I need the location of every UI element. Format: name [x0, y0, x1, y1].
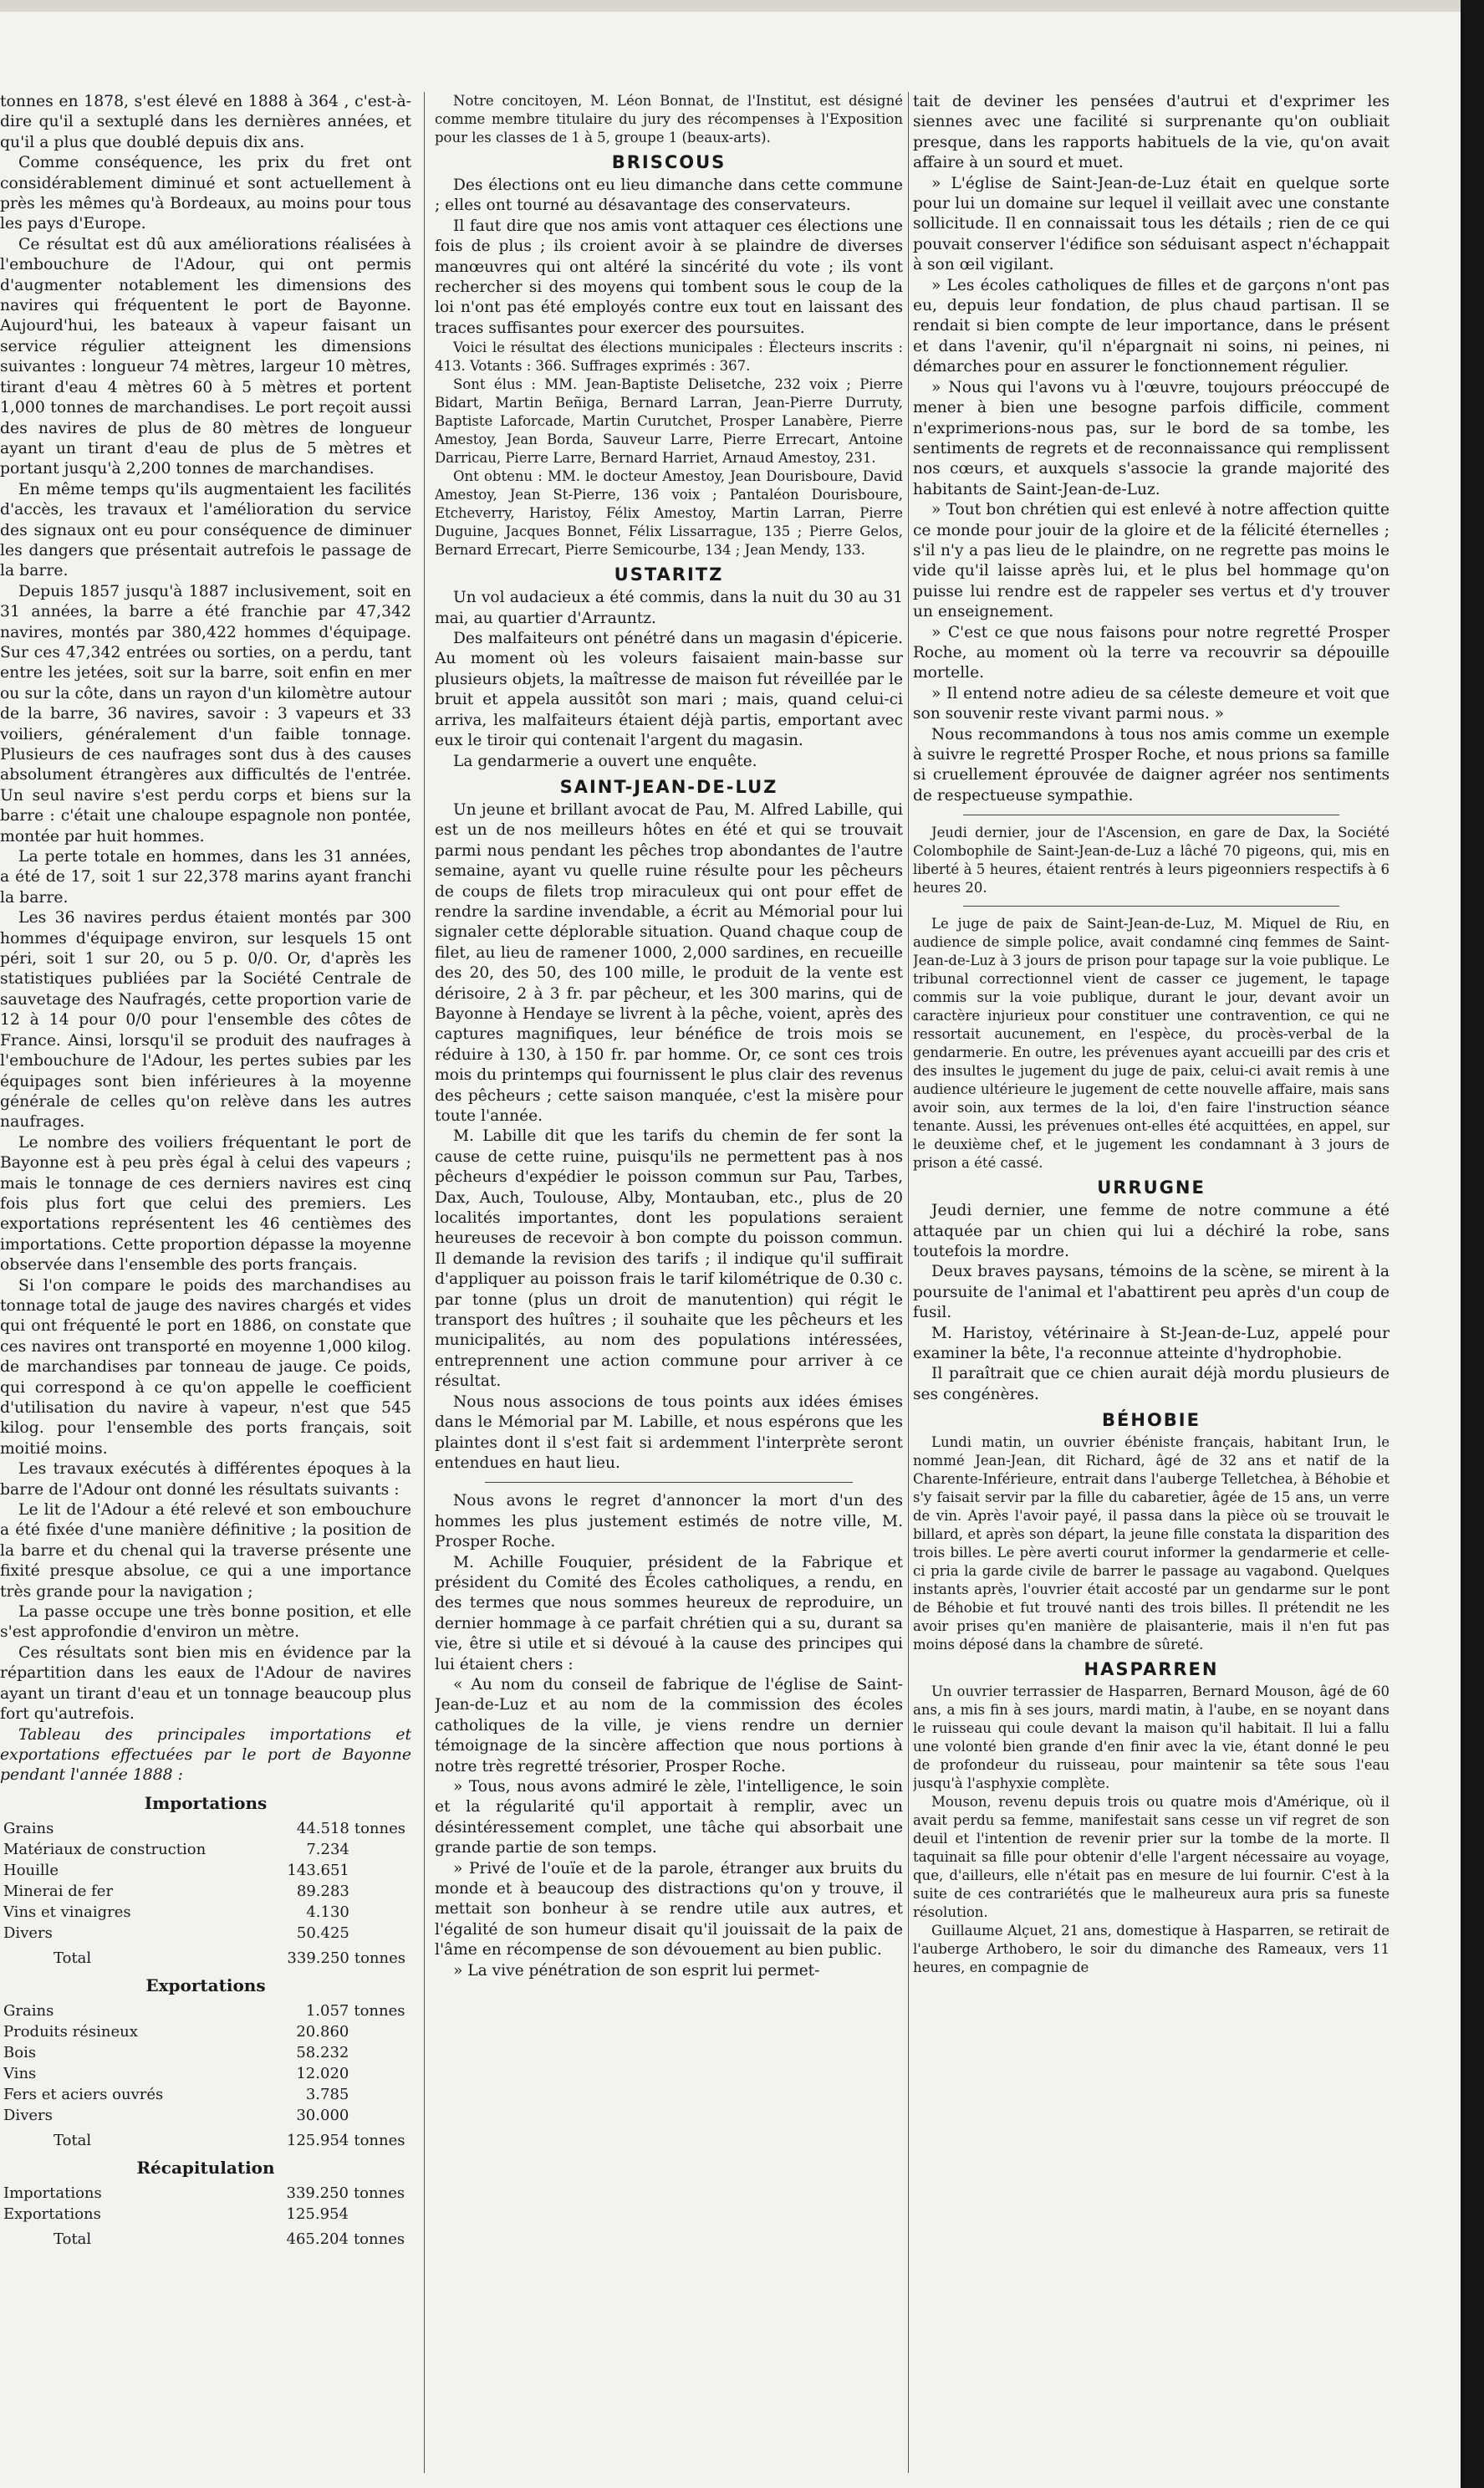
- section-title-hasparren: HASPARREN: [1084, 1659, 1219, 1680]
- recap-table: [3, 2183, 411, 2250]
- table-total-row: Total 339.250 tonnes: [54, 1949, 406, 1967]
- table-row: Vins et vinaigres 4.130: [3, 1903, 349, 1921]
- table-row: Importations 339.250 tonnes: [3, 2184, 405, 2202]
- article-paragraph: » Tous, nous avons admiré le zèle, l'intelligence, le soin et la régularité qu'il apportait à remplir, avec un désintéressement complet, une tâche qui absorbait une grande partie de son temps.: [435, 1778, 903, 1857]
- col1-paragraph: Les travaux exécutés à différentes époques à la barre de l'Adour ont donné les résultats suivants :: [0, 1460, 411, 1499]
- article-paragraph: Mouson, revenu depuis trois ou quatre mois d'Amérique, où il avait perdu sa femme, manifestait sans cesse un vif regret de son deuil et l'intention de revenir prier sur la tombe de la morte. Il taquinait sa fille pour obtenir d'elle l'argent nécessaire au voyage, que, d'ailleurs, elle n'était pas en mesure de lui fournir. C'est à la suite de ces contrariétés que le malheureux aura pris sa funeste résolution.: [913, 1794, 1390, 1921]
- table-row: Grains 1.057 tonnes: [3, 2001, 405, 2020]
- exports-title: Exportations: [145, 1975, 266, 1995]
- col1-paragraph: Ce résultat est dû aux améliorations réalisées à l'embouchure de l'Adour, qui ont permis d'augmenter notablement les dimensions des navires qui fréquentent le port de Bayonne. Aujourd'hui, les bateaux à vapeur faisant un service régulier atteignent les dimensions suivantes : longueur 74 mètres, largeur 10 mètres, tirant d'eau 4 mètres 60 à 5 mètres et portent 1,000 tonnes de marchandises. Le port reçoit aussi des navires de plus de 80 mètres de longueur ayant un tirant d'eau de plus de 5 mètres et portant jusqu'à 2,200 tonnes de marchandises.: [0, 235, 411, 478]
- col1-paragraph: Le lit de l'Adour a été relevé et son embouchure a été fixée d'une manière définitive ; la position de la barre et du chenal qui la traverse présente une fixité presque absolue, ce qui a une importance très grande pour la navigation ;: [0, 1501, 411, 1601]
- article-paragraph: M. Achille Fouquier, président de la Fabrique et président du Comité des Écoles catholiques, a rendu, en des termes que nous sommes heureux de reproduire, un dernier hommage à ce parfait chrétien qui a su, durant sa vie, être si utile et si dévoué à la cause des principes qui lui étaient chers :: [435, 1553, 903, 1673]
- table-total-row: Total 465.204 tonnes: [54, 2230, 405, 2248]
- column-rule-1: [424, 92, 425, 2473]
- article-paragraph: Nous nous associons de tous points aux idées émises dans le Mémorial par M. Labille, et nous espérons que les plaintes dont il s'est fait si ardemment l'interprète seront entendues en haut lieu.: [435, 1392, 903, 1472]
- article-paragraph: Jeudi dernier, une femme de notre commune a été attaquée par un chien qui lui a déchiré la robe, sans toutefois la mordre.: [913, 1202, 1390, 1261]
- imports-table: [3, 1818, 411, 1969]
- article-paragraph: » Nous qui l'avons vu à l'œuvre, toujours préoccupé de mener à bien une besogne parfois difficile, comment n'exprimerions-nous pas, sur le bord de sa tombe, les sentiments de regrets et de reconnaissance qui remplissent nos cœurs, et auxquels s'associe la grande majorité des habitants de Saint-Jean-de-Luz.: [913, 378, 1390, 498]
- article-paragraph: » Privé de l'ouïe et de la parole, étranger aux bruits du monde et à beaucoup des distractions qu'on y trouve, il mettait son bonheur à se rendre utile aux autres, et l'égalité de son humeur disait qu'il jouissait de la paix de l'âme en récompense de son dévouement au bien public.: [435, 1859, 903, 1959]
- table-total-row: Total 125.954 tonnes: [54, 2131, 405, 2149]
- divider: [485, 1482, 853, 1483]
- column-rule-2: [908, 92, 909, 2473]
- col1-paragraph: tonnes en 1878, s'est élevé en 1888 à 364 , c'est-à-dire qu'il a sextuplé dans les dernières années, et qu'il a plus que doublé depuis dix ans.: [0, 93, 411, 151]
- col1-paragraph: La passe occupe une très bonne position, et elle s'est approfondie d'environ un mètre.: [0, 1603, 411, 1642]
- col1-paragraph: Les 36 navires perdus étaient montés par 300 hommes d'équipage environ, sur lesquels 15 ont péri, soit 1 sur 20, ou 5 p. 0/0. Or, d'après les statistiques publiées par la Société Centrale de sauvetage des Naufragés, cette proportion varie de 12 à 14 pour 0/0 pour l'ensemble des côtes de France. Ainsi, lorsqu'il se produit des naufrages à l'embouchure de l'Adour, les pertes subies par les équipages sont bien inférieures à la moyenne générale de celles qu'on relève dans les autres naufrages.: [0, 909, 411, 1132]
- page-right-edge: [1461, 0, 1484, 2488]
- table-row: Exportations 125.954: [3, 2204, 349, 2223]
- article-paragraph: Lundi matin, un ouvrier ébéniste français, habitant Irun, le nommé Jean-Jean, dit Richard, âgé de 32 ans et natif de la Charente-Inférieure, entrait dans l'auberge Telletchea, à Béhobie et s'y faisait servir par la fille du cabaretier, âgée de 15 ans, un verre de vin. Après l'avoir payé, il passa dans la pièce où se trouvait le billard, et après son départ, la jeune fille constata la disparition des trois billes. Le père averti courut informer la gendarmerie et celle-ci pria la garde civile de barrer le passage au vagabond. Quelques instants après, l'ouvrier était accosté par un gendarme sur le pont de Béhobie et fut trouvé nanti des trois billes. Il prétendit ne les avoir prises qu'en manière de plaisanterie, mais il n'en fut pas moins déposé dans la chambre de sûreté.: [913, 1434, 1390, 1653]
- article-paragraph: « Au nom du conseil de fabrique de l'église de Saint-Jean-de-Luz et au nom de la commission des écoles catholiques de la ville, je viens rendre un dernier témoignage de la sincère affection que nous portions à notre très regretté trésorier, Prosper Roche.: [435, 1675, 903, 1775]
- article-paragraph: Nous avons le regret d'annoncer la mort d'un des hommes les plus justement estimés de notre ville, M. Prosper Roche.: [435, 1492, 903, 1551]
- table-row: Vins 12.020: [3, 2064, 349, 2082]
- table-row: Fers et aciers ouvrés 3.785: [3, 2085, 349, 2103]
- table-row: Houille 143.651: [3, 1861, 349, 1879]
- column-1: [0, 92, 411, 2478]
- article-paragraph: La gendarmerie a ouvert une enquête.: [453, 752, 757, 770]
- section-title-behobie: BÉHOBIE: [1102, 1410, 1201, 1431]
- section-title-briscous: BRISCOUS: [611, 152, 727, 172]
- election-results: Sont élus : MM. Jean-Baptiste Delisetche, 232 voix ; Pierre Bidart, Martin Beñiga, Bernard Larran, Jean-Pierre Durruty, Baptiste Laforcade, Martin Curutchet, Prosper Lanabère, Pierre Amestoy, Jean Borda, Sauveur Larre, Pierre Errecart, Antoine Darricau, Pierre Larre, Bernard Harriet, Arnaud Amestoy, 231.: [435, 376, 903, 467]
- article-paragraph: Guillaume Alçuet, 21 ans, domestique à Hasparren, se retirait de l'auberge Arthobero, le soir du dimanche des Rameaux, vers 11 heures, en compagnie de: [913, 1923, 1390, 1976]
- article-paragraph: » Les écoles catholiques de filles et de garçons n'ont pas eu, depuis leur fondation, de plus chaud partisan. Il se rendait si bien compte de leur importance, dans le présent et dans l'avenir, qu'il n'épargnait ni soins, ni peines, ni démarches pour en assurer le fonctionnement régulier.: [913, 276, 1390, 376]
- article-paragraph: » C'est ce que nous faisons pour notre regretté Prosper Roche, au moment où la terre va recouvrir sa dépouille mortelle.: [913, 623, 1390, 682]
- article-paragraph: tait de deviner les pensées d'autrui et d'exprimer les siennes avec une facilité si surprenante qu'on oubliait presque, dans les rapports habituels de la vie, qu'on avait affaire à un sourd et muet.: [913, 93, 1390, 172]
- article-paragraph: M. Haristoy, vétérinaire à St-Jean-de-Luz, appelé pour examiner la bête, l'a reconnue atteinte d'hydrophobie.: [913, 1324, 1390, 1363]
- col1-paragraph: La perte totale en hommes, dans les 31 années, a été de 17, soit 1 sur 22,378 marins ayant franchi la barre.: [0, 848, 411, 907]
- article-paragraph: Un vol audacieux a été commis, dans la nuit du 30 au 31 mai, au quartier d'Arrauntz.: [435, 589, 903, 627]
- article-paragraph: Des élections ont eu lieu dimanche dans cette commune ; elles ont tourné au désavantage des conservateurs.: [435, 176, 903, 215]
- section-title-saint-jean-de-luz: SAINT-JEAN-DE-LUZ: [559, 776, 778, 797]
- table-row: Matériaux de construction 7.234: [3, 1840, 349, 1858]
- imports-title: Importations: [144, 1792, 268, 1813]
- column-3: [913, 92, 1390, 2478]
- article-paragraph: Il faut dire que nos amis vont attaquer ces élections une fois de plus ; ils croient avoir à se plaindre de diverses manœuvres qui ont altéré la sincérité du vote ; ils vont rechercher si des moyens qui tombent sous le coup de la loi n'ont pas été employés contre eux tout en laissant des traces suffisantes pour exercer des poursuites.: [435, 217, 903, 337]
- section-title-ustaritz: USTARITZ: [614, 565, 724, 585]
- article-paragraph: » La vive pénétration de son esprit lui permet-: [453, 1961, 820, 1980]
- pigeons-notice: Jeudi dernier, jour de l'Ascension, en gare de Dax, la Société Colombophile de Saint-Jean-de-Luz a lâché 70 pigeons, qui, mis en liberté à 5 heures, étaient rentrés à leurs pigeonniers respectifs à 6 heures 20.: [913, 825, 1390, 897]
- recap-title: Récapitulation: [136, 2157, 275, 2178]
- divider: [963, 906, 1339, 907]
- col1-paragraph: Ces résultats sont bien mis en évidence par la répartition dans les eaux de l'Adour de navires ayant un tirant d'eau et un tonnage beaucoup plus fort qu'autrefois.: [0, 1643, 411, 1724]
- col1-paragraph: Comme conséquence, les prix du fret ont considérablement diminué et sont actuellement à près les mêmes qu'à Bordeaux, au moins pour tous les pays d'Europe.: [0, 154, 411, 233]
- article-paragraph: » L'église de Saint-Jean-de-Luz était en quelque sorte pour lui un domaine sur lequel il veillait avec une constante sollicitude. Il en connaissait tous les détails ; rien de ce qui pouvait conserver l'édifice son séduisant aspect n'échappait à son œil vigilant.: [913, 174, 1390, 274]
- table-row: Minerai de fer 89.283: [3, 1882, 349, 1900]
- exports-table: [3, 2000, 411, 2151]
- table-row: Divers 30.000: [3, 2106, 349, 2124]
- article-paragraph: Il paraîtrait que ce chien aurait déjà mordu plusieurs de ses congénères.: [913, 1365, 1390, 1403]
- article-paragraph: Deux braves paysans, témoins de la scène, se mirent à la poursuite de l'animal et l'abattirent peu après d'un coup de fusil.: [913, 1263, 1390, 1322]
- col1-paragraph: Le nombre des voiliers fréquentant le port de Bayonne est à peu près égal à celui des vapeurs ; mais le tonnage de ces derniers navires est cinq fois plus fort que celui des premiers. Les exportations représentent les 46 centièmes des importations. Cette proportion dépasse la moyenne observée dans l'ensemble des ports français.: [0, 1133, 411, 1275]
- table-row: Bois 58.232: [3, 2043, 349, 2061]
- article-paragraph: » Il entend notre adieu de sa céleste demeure et voit que son souvenir reste vivant parmi nous. »: [913, 684, 1390, 723]
- col1-paragraph: Si l'on compare le poids des marchandises au tonnage total de jauge des navires chargés et vides qui ont fréquenté le port en 1886, on constate que ces navires ont transporté en moyenne 1,000 kilog. de marchandises par tonneau de jauge. Ce poids, qui correspond à ce qu'on appelle le coefficient d'utilisation du navire à vapeur, n'est que 545 kilog. pour l'ensemble des ports français, soit moitié moins.: [0, 1276, 411, 1458]
- table-row: Produits résineux 20.860: [3, 2022, 349, 2041]
- table-row: Grains 44.518 tonnes: [3, 1819, 406, 1837]
- article-paragraph: Un ouvrier terrassier de Hasparren, Bernard Mouson, âgé de 60 ans, a mis fin à ses jours, mardi matin, à l'aube, en se noyant dans le ruisseau qui coule devant la maison qu'il habitait. Il lui a fallu une volonté bien grande d'en finir avec la vie, étant donné le peu de profondeur du ruisseau, pour maintenir sa tête sous l'eau jusqu'à l'asphyxie complète.: [913, 1683, 1390, 1792]
- col1-paragraph: En même temps qu'ils augmentaient les facilités d'accès, les travaux et l'amélioration du service des signaux ont eu pour conséquence de diminuer les dangers que présentait autrefois le passage de la barre.: [0, 480, 411, 580]
- article-paragraph: » Tout bon chrétien qui est enlevé à notre affection quitte ce monde pour jouir de la gloire et de la félicité éternelles ; s'il n'y a pas lieu de le plaindre, on ne regrette pas moins le vide qu'il laisse après lui, et le plus bel hommage qu'on puisse lui rendre est de rappeler ses vertus et d'y trouver un enseignement.: [913, 501, 1390, 621]
- article-paragraph: Nous recommandons à tous nos amis comme un exemple à suivre le regretté Prosper Roche, et nous prions sa famille si cruellement éprouvée de daigner agréer nos sentiments de respectueuse sympathie.: [913, 725, 1390, 805]
- page-top-edge: [0, 0, 1484, 12]
- col1-paragraph: Depuis 1857 jusqu'à 1887 inclusivement, soit en 31 années, la barre a été franchie par 47,342 navires, montés par 380,422 hommes d'équipage. Sur ces 47,342 entrées ou sorties, on a perdu, tant entre les jetées, soit sur la barre, soit enfin en mer ou sur la côte, dans un rayon d'un kilomètre autour de la barre, 36 navires, savoir : 3 vapeurs et 33 voiliers, généralement d'un faible tonnage. Plusieurs de ces naufrages sont dus à des causes absolument étrangères aux difficultés de l'entrée. Un seul navire s'est perdu corps et biens sur la barre : c'était une chaloupe espagnole non pontée, montée par huit hommes.: [0, 582, 411, 846]
- article-paragraph: Des malfaiteurs ont pénétré dans un magasin d'épicerie. Au moment où les voleurs faisaient main-basse sur plusieurs objets, la maîtresse de maison fut réveillée par le bruit et appela aussitôt son mari ; mais, quand celui-ci arriva, les malfaiteurs étaient déjà partis, emportant avec eux le tiroir qui contenait l'argent du magasin.: [435, 630, 903, 750]
- column-2: [435, 92, 903, 2478]
- election-results: Voici le résultat des élections municipales : Électeurs inscrits : 413. Votants : 366. Suffrages exprimés : 367.: [435, 340, 903, 375]
- section-title-urrugne: URRUGNE: [1097, 1178, 1206, 1198]
- bonnat-notice: Notre concitoyen, M. Léon Bonnat, de l'Institut, est désigné comme membre titulaire du jury des récompenses à l'Exposition pour les classes de 1 à 5, groupe 1 (beaux-arts).: [435, 93, 903, 146]
- article-paragraph: M. Labille dit que les tarifs du chemin de fer sont la cause de cette ruine, puisqu'ils ne permettent pas à nos pêcheurs d'expédier le poisson commun sur Pau, Tarbes, Dax, Auch, Toulouse, Alby, Montauban, etc., plus de 20 localités importantes, dont les populations seraient heureuses de recevoir à bon compte du poisson commun. Il demande la revision des tarifs ; il indique qu'il suffirait d'appliquer au poisson frais le tarif kilométrique de 0.30 c. par tonne (plus un droit de manutention) qui régit le transport des huîtres ; il souhaite que les pêcheurs et les municipalités, au nom des populations intéressées, entreprennent une action commune pour arriver à ce résultat.: [435, 1127, 903, 1391]
- table-row: Divers 50.425: [3, 1923, 349, 1942]
- election-results: Ont obtenu : MM. le docteur Amestoy, Jean Dourisboure, David Amestoy, Jean St-Pierre, 136 voix ; Pantaléon Dourisboure, Etcheverry, Haristoy, Félix Amestoy, Martin Larran, Pierre Duguine, Jacques Bonnet, Félix Lissarrague, 135 ; Pierre Gelos, Bernard Errecart, Pierre Semicourbe, 134 ; Jean Mendy, 133.: [435, 468, 903, 559]
- judge-notice: Le juge de paix de Saint-Jean-de-Luz, M. Miquel de Riu, en audience de simple police, avait condamné cinq femmes de Saint-Jean-de-Luz à 3 jours de prison pour tapage sur la voie publique. Le tribunal correctionnel vient de casser ce jugement, le tapage commis sur la voie publique, durant le jour, devant avoir un caractère injurieux pour constituer une contravention, ce qui ne ressortait aucunement, en l'espèce, du procès-verbal de la gendarmerie. En outre, les prévenues ayant accueilli par des cris et des insultes le jugement du juge de paix, celui-ci avait remis à une audience ultérieure le jugement de cette nouvelle affaire, mais sans avoir soin, aux termes de la loi, d'en faire l'instruction séance tenante. Aussi, les prévenues ont-elles été acquittées, en appel, sur le deuxième chef, et le jugement les condamnant à 3 jours de prison a été cassé.: [913, 916, 1390, 1172]
- stats-caption: Tableau des principales importations et exportations effectuées par le port de Bayonne pendant l'année 1888 :: [0, 1725, 411, 1785]
- article-paragraph: Un jeune et brillant avocat de Pau, M. Alfred Labille, qui est un de nos meilleurs hôtes en été et qui se trouvait parmi nous pendant les pêches trop abondantes de l'autre semaine, ayant vu quelle ruine résulte pour les pêcheurs de coups de filets trop miraculeux qui ont pour effet de rendre la sardine invendable, a écrit au Mémorial pour lui signaler cette déplorable situation. Quand chaque coup de filet, au lieu de ramener 1000, 2,000 sardines, en recueille des 20, des 50, des 100 mille, le produit de la vente est dérisoire, 2 à 3 fr. par pêcheur, et les 300 marins, qui de Bayonne à Hendaye se livrent à la pêche, voient, après des captures magnifiques, leur bénéfice de trois mois se réduire à 130, à 150 fr. par homme. Or, ce sont ces trois mois du printemps qui fournissent le plus clair des revenus des pêcheurs ; cette saison manquée, c'est la misère pour toute l'année.: [435, 800, 903, 1125]
